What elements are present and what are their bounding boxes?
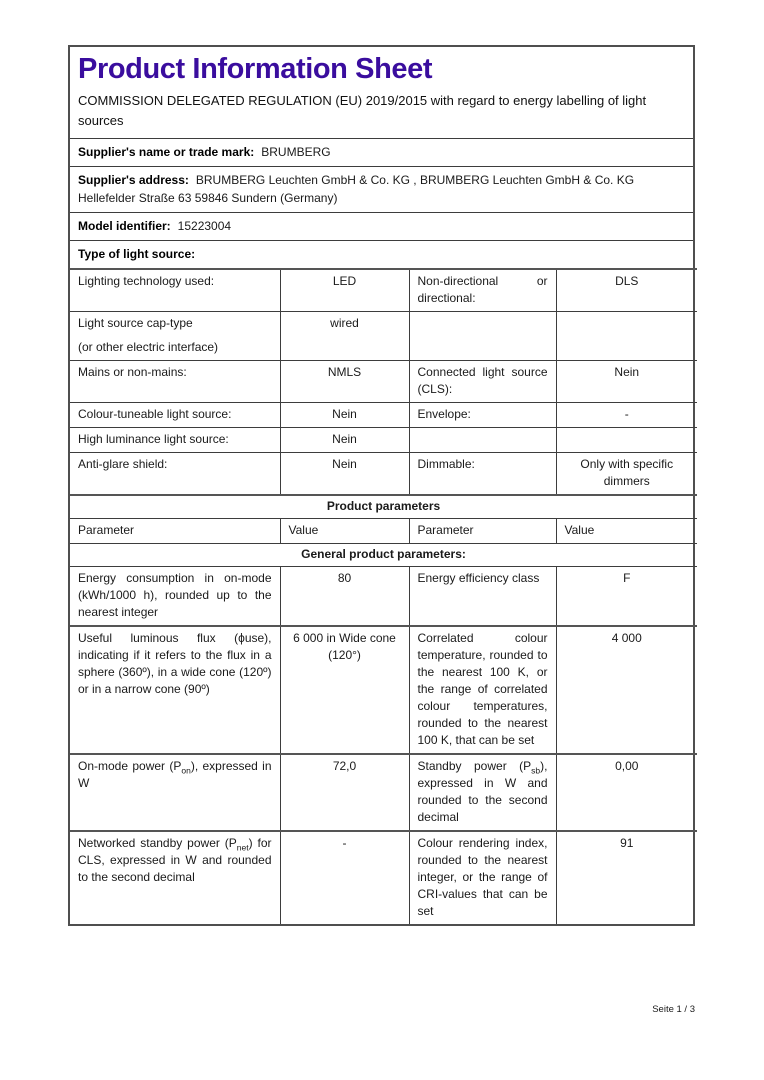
general-parameters-header [70, 544, 697, 567]
value-cell: Nein [280, 453, 409, 495]
value-cell [556, 312, 697, 361]
model-identifier-row [70, 212, 693, 240]
value-cell: Nein [280, 428, 409, 453]
value-cell: - [280, 831, 409, 924]
param-cell: Lighting technology used: [70, 269, 280, 312]
product-parameters-table [70, 494, 697, 924]
value-cell: Nein [280, 403, 409, 428]
value-cell: - [556, 403, 697, 428]
title-block [70, 47, 693, 138]
model-identifier-value: 15223004 [177, 219, 232, 233]
value-cell: 80 [280, 567, 409, 627]
value-cell: NMLS [280, 361, 409, 403]
tech-row [70, 361, 697, 403]
param-cell: Standby power $(P_{sb})$, expressed in W and rounded to the second decimal [409, 754, 556, 831]
value-cell: DLS [556, 269, 697, 312]
cap-type-line-2: (or other electric interface) [78, 340, 219, 354]
param-cell: Correlated colour temperature, rounded to the nearest 100 K, or the range of correlated colour temperatures, rounded to the nearest 100 K, that can be set [409, 626, 556, 754]
supplier-name-row [70, 138, 693, 166]
param-cell [409, 312, 556, 361]
column-header-parameter-2: Parameter [409, 519, 556, 544]
type-of-light-source-row [70, 240, 693, 268]
tech-row [70, 269, 697, 312]
supplier-address-row [70, 166, 693, 212]
value-cell: 72,0 [280, 754, 409, 831]
column-header-row [70, 519, 697, 544]
supplier-address-value: BRUMBERG Leuchten GmbH & Co. KG , BRUMBERG Leuchten GmbH & Co. KG Hellefelder Straße 63 59846 Sundern (Germany) [78, 173, 635, 205]
tech-row [70, 428, 697, 453]
value-cell: F [556, 567, 697, 627]
product-information-sheet [68, 45, 695, 926]
value-cell: 91 [556, 831, 697, 924]
column-header-value-1: Value [280, 519, 409, 544]
tech-row [70, 403, 697, 428]
param-row-networked-standby [70, 831, 697, 924]
value-cell: Nein [556, 361, 697, 403]
param-cell: High luminance light source: [70, 428, 280, 453]
param-row-luminous-flux [70, 626, 697, 754]
param-row-energy-consumption [70, 567, 697, 627]
value-cell: wired [280, 312, 409, 361]
param-cell [70, 312, 280, 361]
light-source-table [70, 268, 697, 494]
param-cell [409, 428, 556, 453]
page-number: Seite 1 / 3 [652, 1004, 695, 1015]
regulation-text: COMMISSION DELEGATED REGULATION (EU) 2019/2015 with regard to energy labelling of light sources [78, 93, 647, 128]
value-cell: 6 000 in Wide cone (120°) [280, 626, 409, 754]
param-cell: Energy consumption in on-mode (kWh/1000 h), rounded up to the nearest integer [70, 567, 280, 627]
param-cell: Connected light source (CLS): [409, 361, 556, 403]
param-cell: Energy efficiency class [409, 567, 556, 627]
product-parameters-title: Product parameters [70, 495, 697, 519]
subscript: on [181, 765, 191, 776]
param-cell: Anti-glare shield: [70, 453, 280, 495]
supplier-name-label: Supplier's name or trade mark: [78, 145, 255, 159]
subscript: sb [531, 765, 541, 776]
param-row-on-mode-power [70, 754, 697, 831]
value-cell: 0,00 [556, 754, 697, 831]
subscript: net [236, 842, 249, 853]
param-cell: Mains or non-mains: [70, 361, 280, 403]
tech-row [70, 453, 697, 495]
param-cell: Non-directional or directional: [409, 269, 556, 312]
tech-row [70, 312, 697, 361]
value-cell: Only with specific dimmers [556, 453, 697, 495]
general-parameters-title: General product parameters: [70, 544, 697, 567]
type-of-light-source-label: Type of light source: [78, 247, 196, 261]
supplier-name-value: BRUMBERG [261, 145, 331, 159]
param-cell: Networked standby power $(P_{net})$ for CLS, expressed in W and rounded to the second decimal [70, 831, 280, 924]
param-cell: Colour rendering index, rounded to the nearest integer, or the range of CRI-values that can be set [409, 831, 556, 924]
model-identifier-label: Model identifier: [78, 219, 171, 233]
page-title: Product Information Sheet [78, 53, 433, 85]
value-cell [556, 428, 697, 453]
param-cell: Colour-tuneable light source: [70, 403, 280, 428]
column-header-value-2: Value [556, 519, 697, 544]
value-cell: LED [280, 269, 409, 312]
param-cell: On-mode power $(P_{on})$, expressed in W [70, 754, 280, 831]
cap-type-line-1: Light source cap-type [78, 316, 193, 330]
param-cell: Dimmable: [409, 453, 556, 495]
supplier-address-label: Supplier's address: [78, 173, 189, 187]
column-header-parameter-1: Parameter [70, 519, 280, 544]
param-cell: Envelope: [409, 403, 556, 428]
value-cell: 4 000 [556, 626, 697, 754]
product-parameters-header [70, 495, 697, 519]
param-cell: Useful luminous flux (ϕuse), indicating if it refers to the flux in a sphere (360º), in a wide cone (120º) or in a narrow cone (90º) [70, 626, 280, 754]
